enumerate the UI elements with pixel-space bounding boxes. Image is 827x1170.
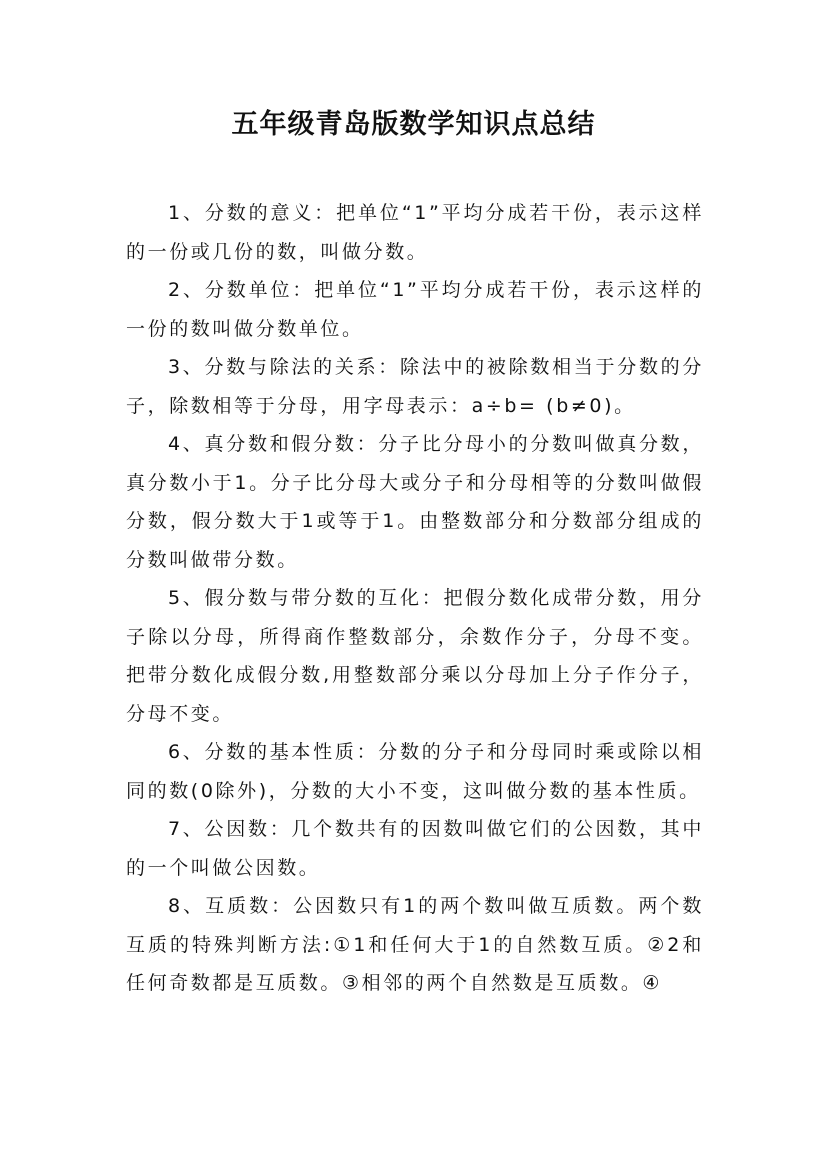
document-body bbox=[126, 194, 704, 1003]
paragraph-5: 5、假分数与带分数的互化：把假分数化成带分数，用分子除以分母，所得商作整数部分，余数作分子，分母不变。把带分数化成假分数,用整数部分乘以分母加上分子作分子，分母不变。 bbox=[126, 587, 704, 725]
paragraph-1: 1、分数的意义：把单位“1”平均分成若干份，表示这样的一份或几份的数，叫做分数。 bbox=[126, 202, 704, 263]
paragraph-7: 7、公因数：几个数共有的因数叫做它们的公因数，其中的一个叫做公因数。 bbox=[126, 818, 704, 879]
paragraph-2: 2、分数单位：把单位“1”平均分成若干份，表示这样的一份的数叫做分数单位。 bbox=[126, 279, 704, 340]
paragraph-6: 6、分数的基本性质：分数的分子和分母同时乘或除以相同的数(0除外)，分数的大小不变，这叫做分数的基本性质。 bbox=[126, 741, 704, 802]
document-title: 五年级青岛版数学知识点总结 bbox=[231, 109, 596, 140]
paragraph-3: 3、分数与除法的关系：除法中的被除数相当于分数的分子，除数相等于分母，用字母表示：a÷b= (b≠0)。 bbox=[126, 356, 704, 417]
paragraph-4: 4、真分数和假分数：分子比分母小的分数叫做真分数，真分数小于1。分子比分母大或分子和分母相等的分数叫做假分数，假分数大于1或等于1。由整数部分和分数部分组成的分数叫做带分数。 bbox=[126, 433, 704, 571]
paragraph-8: 8、互质数：公因数只有1的两个数叫做互质数。两个数互质的特殊判断方法:①1和任何大于1的自然数互质。②2和任何奇数都是互质数。③相邻的两个自然数是互质数。④ bbox=[126, 895, 704, 994]
